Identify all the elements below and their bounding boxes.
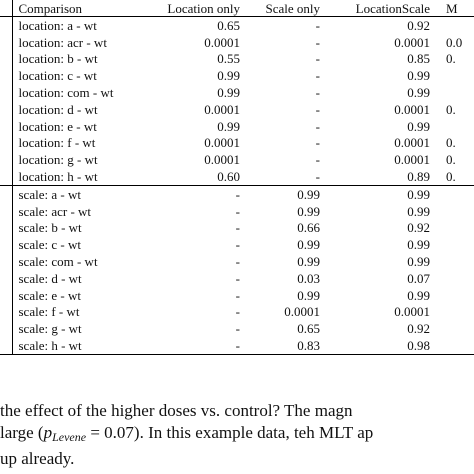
p-subscript: Levene — [52, 430, 87, 444]
cell-scale-only: 0.99 — [297, 254, 320, 270]
cell-scale-only: - — [315, 101, 320, 117]
row-spacer — [0, 17, 12, 34]
cell-truncated — [440, 236, 474, 253]
table-row — [0, 236, 474, 253]
cell-comparison: scale: a - wt — [18, 186, 81, 202]
cell-location-scale: 0.0001 — [394, 135, 430, 151]
cell-scale-only: - — [315, 17, 320, 33]
cell-comparison: scale: com - wt — [18, 254, 98, 270]
row-spacer — [0, 34, 12, 51]
paragraph-line-2-post: = 0.07). In this example data, teh MLT ap — [86, 423, 374, 442]
cell-scale-only: 0.0001 — [284, 304, 320, 320]
cell-location-scale: 0.0001 — [394, 304, 430, 320]
cell-location-scale: 0.89 — [330, 168, 440, 185]
p-symbol: p — [43, 423, 53, 442]
cell-comparison: scale: b - wt — [18, 220, 82, 236]
cell-location-scale: 0.99 — [407, 237, 430, 253]
table-row — [0, 287, 474, 304]
cell-location-scale: 0.0001 — [394, 34, 430, 50]
cell-location-only: 0.99 — [217, 68, 240, 84]
row-spacer — [0, 287, 12, 304]
row-spacer — [0, 135, 12, 152]
cell-comparison: scale: d - wt — [18, 270, 82, 286]
cell-scale-only: - — [315, 135, 320, 151]
cell-location-only: 0.65 — [217, 17, 240, 33]
cell-location-scale: 0.99 — [407, 68, 430, 84]
cell-location-scale: 0.07 — [407, 270, 430, 286]
cell-truncated: 0. — [446, 135, 456, 151]
cell-truncated — [440, 84, 474, 101]
cell-location-only: 0.0001 — [204, 135, 240, 151]
cell-truncated — [440, 270, 474, 287]
table-row — [0, 51, 474, 68]
header-scale-only: Scale only — [250, 0, 330, 17]
table-header-row — [0, 0, 474, 17]
table-row — [0, 270, 474, 287]
paragraph-line-3: up already. — [0, 449, 75, 468]
cell-scale-only: - — [315, 34, 320, 50]
table-row — [0, 101, 474, 118]
cell-location-only: - — [235, 203, 240, 219]
cell-location-scale: 0.99 — [407, 85, 430, 101]
cell-truncated — [440, 118, 474, 135]
cell-truncated — [440, 337, 474, 354]
cell-location-only: 0.60 — [140, 168, 250, 185]
table-row — [0, 337, 474, 354]
cell-comparison: location: e - wt — [18, 118, 97, 134]
cell-location-only: 0.0001 — [204, 34, 240, 50]
cell-location-scale: 0.0001 — [394, 152, 430, 168]
paragraph-line-2-pre: large ( — [0, 423, 44, 442]
cell-comparison: location: f - wt — [18, 135, 96, 151]
cell-location-only: - — [235, 220, 240, 236]
cell-scale-only: - — [315, 152, 320, 168]
table-row — [0, 320, 474, 337]
cell-scale-only: 0.99 — [297, 203, 320, 219]
cell-location-scale: 0.92 — [407, 220, 430, 236]
paragraph-line-2 — [0, 422, 474, 448]
cell-location-only: 0.55 — [217, 51, 240, 67]
table-row — [0, 151, 474, 168]
cell-location-only: - — [235, 287, 240, 303]
row-spacer — [0, 151, 12, 168]
cell-truncated — [440, 304, 474, 321]
cell-comparison: location: com - wt — [18, 85, 114, 101]
header-comparison: Comparison — [12, 0, 140, 17]
cell-scale-only: 0.83 — [250, 337, 330, 354]
table-row — [0, 185, 474, 202]
cell-location-only: - — [235, 270, 240, 286]
cell-truncated — [440, 185, 474, 202]
cell-comparison: location: a - wt — [18, 17, 97, 33]
cell-scale-only: - — [315, 118, 320, 134]
cell-location-scale: 0.92 — [407, 321, 430, 337]
table-row — [0, 168, 474, 185]
row-spacer — [0, 337, 12, 354]
cell-truncated — [440, 220, 474, 237]
cell-location-only: - — [235, 237, 240, 253]
paragraph-line-1: the effect of the higher doses vs. control? The magn — [0, 401, 353, 420]
table-row — [0, 203, 474, 220]
cell-scale-only: 0.65 — [297, 321, 320, 337]
cell-scale-only: - — [315, 51, 320, 67]
cell-location-scale: 0.99 — [407, 186, 430, 202]
cell-truncated — [440, 287, 474, 304]
cell-comparison: location: d - wt — [18, 101, 98, 117]
table-row — [0, 67, 474, 84]
cell-location-only: 0.99 — [217, 85, 240, 101]
header-location-only: Location only — [140, 0, 250, 17]
table-row — [0, 34, 474, 51]
cell-scale-only: - — [315, 68, 320, 84]
cell-location-scale: 0.0001 — [394, 101, 430, 117]
cell-comparison: location: h - wt — [12, 168, 140, 185]
cell-comparison: scale: g - wt — [18, 321, 82, 337]
cell-location-only: 0.0001 — [204, 101, 240, 117]
cell-comparison: location: acr - wt — [18, 34, 107, 50]
cell-comparison: scale: f - wt — [18, 304, 80, 320]
location-group — [0, 17, 474, 186]
cell-truncated — [440, 253, 474, 270]
row-spacer — [0, 203, 12, 220]
table-row — [0, 135, 474, 152]
cell-truncated — [440, 67, 474, 84]
cell-scale-only: 0.03 — [297, 270, 320, 286]
cell-scale-only: 0.99 — [297, 186, 320, 202]
table-row — [0, 304, 474, 321]
cell-truncated — [440, 17, 474, 34]
cell-scale-only: - — [250, 168, 330, 185]
cell-location-only: - — [235, 254, 240, 270]
row-spacer — [0, 304, 12, 321]
table-row — [0, 84, 474, 101]
table-row — [0, 118, 474, 135]
cell-location-only: - — [235, 304, 240, 320]
scale-group — [0, 185, 474, 354]
cell-location-only: - — [235, 321, 240, 337]
cell-comparison: location: g - wt — [18, 152, 98, 168]
row-spacer — [0, 84, 12, 101]
cell-location-scale: 0.99 — [407, 118, 430, 134]
cell-location-scale: 0.92 — [407, 17, 430, 33]
body-paragraph — [0, 400, 474, 470]
row-spacer — [0, 236, 12, 253]
cell-location-only: - — [235, 186, 240, 202]
cell-comparison: scale: h - wt — [12, 337, 140, 354]
cell-truncated — [440, 203, 474, 220]
row-spacer — [0, 253, 12, 270]
row-spacer — [0, 220, 12, 237]
cell-location-only: 0.99 — [217, 118, 240, 134]
header-spacer — [0, 0, 12, 17]
cell-comparison: scale: acr - wt — [18, 203, 92, 219]
cell-scale-only: - — [315, 85, 320, 101]
cell-location-scale: 0.99 — [407, 287, 430, 303]
header-truncated: M — [440, 0, 474, 17]
cell-scale-only: 0.99 — [297, 237, 320, 253]
row-spacer — [0, 270, 12, 287]
row-spacer — [0, 320, 12, 337]
cell-scale-only: 0.99 — [297, 287, 320, 303]
cell-comparison: scale: e - wt — [18, 287, 81, 303]
row-spacer — [0, 118, 12, 135]
table-row — [0, 17, 474, 34]
cell-truncated: 0. — [446, 51, 456, 67]
cell-location-only: - — [140, 337, 250, 354]
cell-truncated: 0. — [446, 152, 456, 168]
cell-truncated: 0.0 — [446, 34, 463, 50]
cell-comparison: scale: c - wt — [18, 237, 81, 253]
cell-truncated — [440, 320, 474, 337]
header-location-scale: LocationScale — [330, 0, 440, 17]
table-row — [0, 220, 474, 237]
cell-scale-only: 0.66 — [297, 220, 320, 236]
cell-location-scale: 0.99 — [407, 254, 430, 270]
cell-truncated: 0. — [446, 101, 456, 117]
row-spacer — [0, 67, 12, 84]
cell-location-only: 0.0001 — [204, 152, 240, 168]
row-spacer — [0, 101, 12, 118]
table-row — [0, 253, 474, 270]
row-spacer — [0, 185, 12, 202]
cell-location-scale: 0.98 — [330, 337, 440, 354]
row-spacer — [0, 51, 12, 68]
cell-location-scale: 0.99 — [407, 203, 430, 219]
cell-location-scale: 0.85 — [407, 51, 430, 67]
cell-comparison: location: c - wt — [18, 68, 97, 84]
cell-comparison: location: b - wt — [18, 51, 98, 67]
row-spacer — [0, 168, 12, 185]
cell-truncated: 0. — [440, 168, 474, 185]
